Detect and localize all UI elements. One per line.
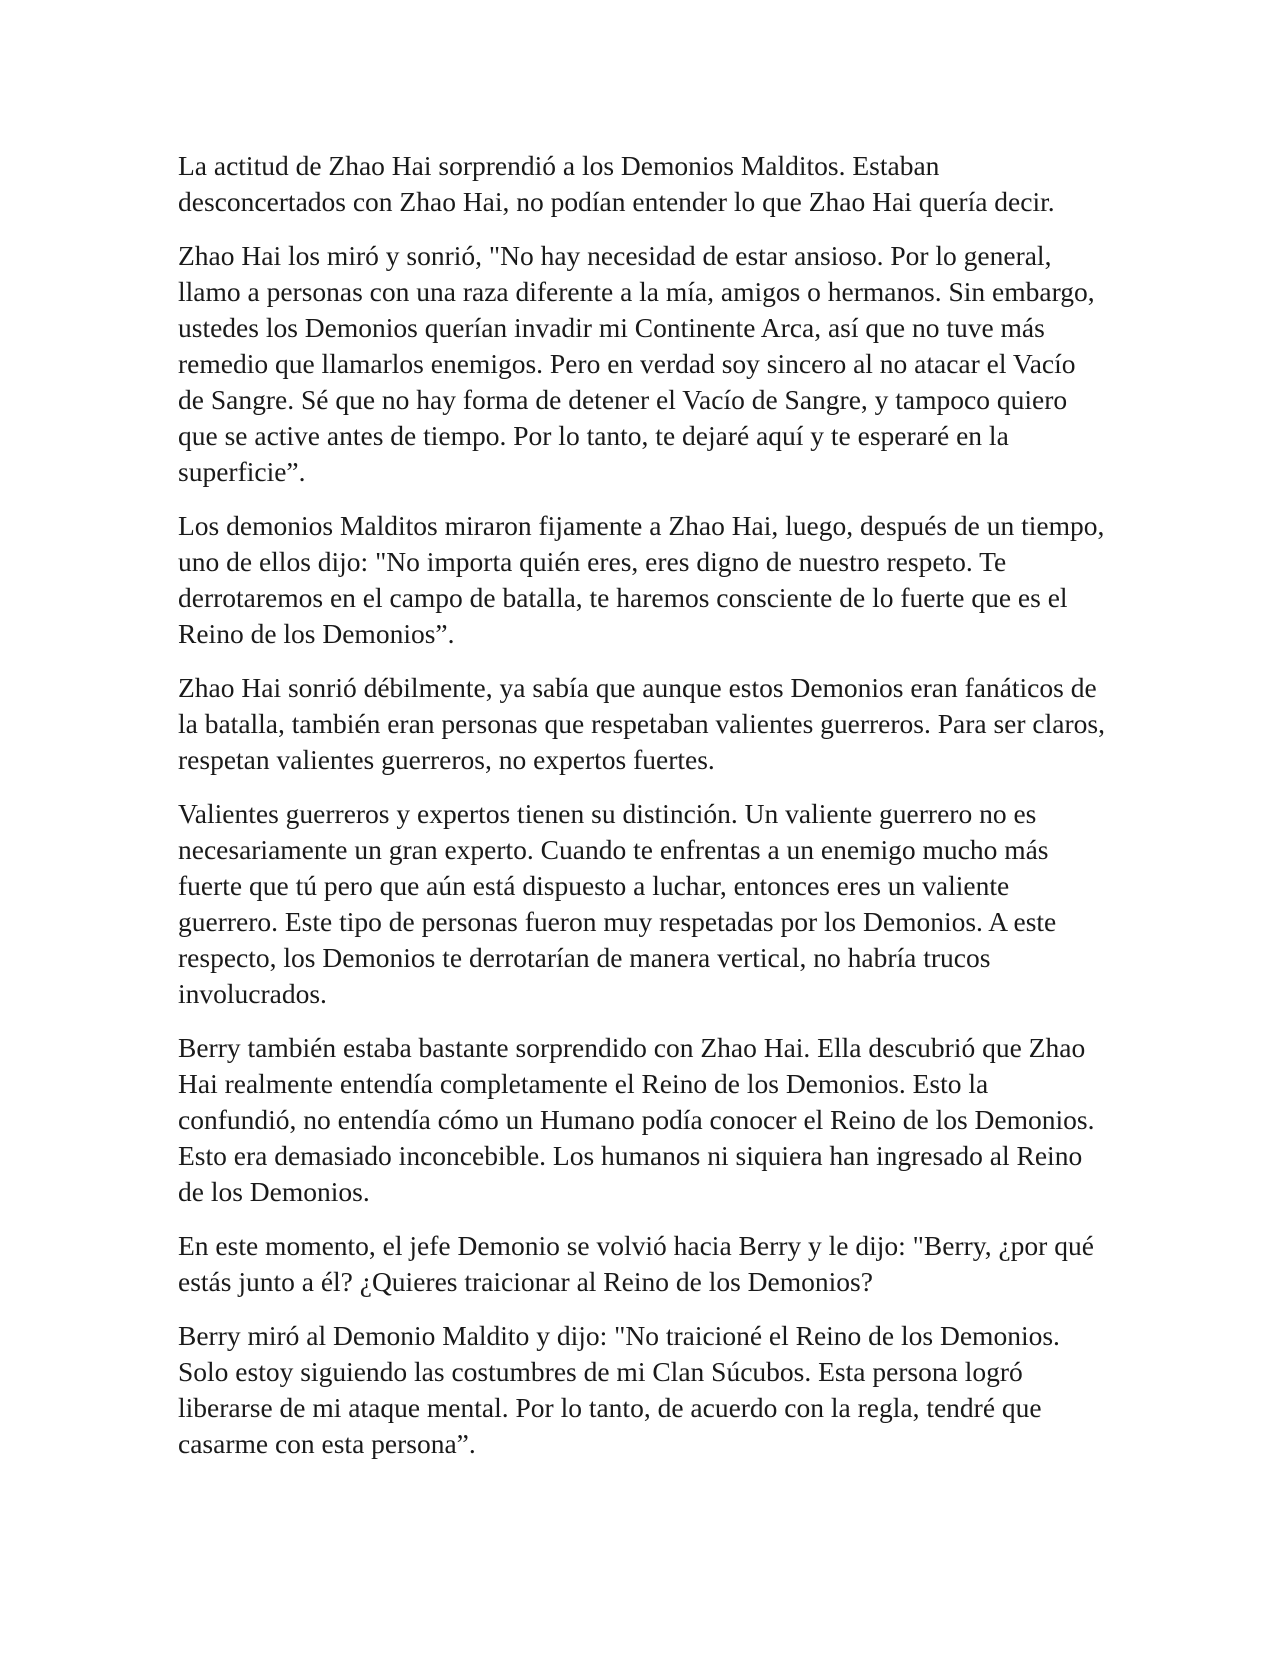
paragraph-7: En este momento, el jefe Demonio se volvió hacia Berry y le dijo: "Berry, ¿por qué estás junto a él? ¿Quieres traicionar al Reino de los Demonios? <box>178 1230 1094 1297</box>
paragraph-3: Los demonios Malditos miraron fijamente a Zhao Hai, luego, después de un tiempo, uno de ellos dijo: "No importa quién eres, eres digno de nuestro respeto. Te derrotaremos en el campo de batalla, te haremos consciente de lo fuerte que es el Reino de los Demonios”. <box>178 510 1105 649</box>
paragraph-5: Valientes guerreros y expertos tienen su distinción. Un valiente guerrero no es necesariamente un gran experto. Cuando te enfrentas a un enemigo mucho más fuerte que tú pero que aún está dispuesto a luchar, entonces eres un valiente guerrero. Este tipo de personas fueron muy respetadas por los Demonios. A este respecto, los Demonios te derrotarían de manera vertical, no habría trucos involucrados. <box>178 798 1057 1009</box>
paragraph-8: Berry miró al Demonio Maldito y dijo: "No traicioné el Reino de los Demonios. Solo estoy siguiendo las costumbres de mi Clan Súcubos. Esta persona logró liberarse de mi ataque mental. Por lo tanto, de acuerdo con la regla, tendré que casarme con esta persona”. <box>178 1320 1060 1459</box>
paragraph-1: La actitud de Zhao Hai sorprendió a los Demonios Malditos. Estaban desconcertados con Zhao Hai, no podían entender lo que Zhao Hai quería decir. <box>178 150 1055 217</box>
paragraph-2: Zhao Hai los miró y sonrió, "No hay necesidad de estar ansioso. Por lo general, llamo a personas con una raza diferente a la mía, amigos o hermanos. Sin embargo, ustedes los Demonios querían invadir mi Continente Arca, así que no tuve más remedio que llamarlos enemigos. Pero en verdad soy sincero al no atacar el Vacío de Sangre. Sé que no hay forma de detener el Vacío de Sangre, y tampoco quiero que se active antes de tiempo. Por lo tanto, te dejaré aquí y te esperaré en la superficie”. <box>178 240 1095 487</box>
document-page <box>178 148 1106 1480</box>
paragraph-6: Berry también estaba bastante sorprendido con Zhao Hai. Ella descubrió que Zhao Hai realmente entendía completamente el Reino de los Demonios. Esto la confundió, no entendía cómo un Humano podía conocer el Reino de los Demonios. Esto era demasiado inconcebible. Los humanos ni siquiera han ingresado al Reino de los Demonios. <box>178 1032 1095 1207</box>
paragraph-4: Zhao Hai sonrió débilmente, ya sabía que aunque estos Demonios eran fanáticos de la batalla, también eran personas que respetaban valientes guerreros. Para ser claros, respetan valientes guerreros, no expertos fuertes. <box>178 672 1105 775</box>
